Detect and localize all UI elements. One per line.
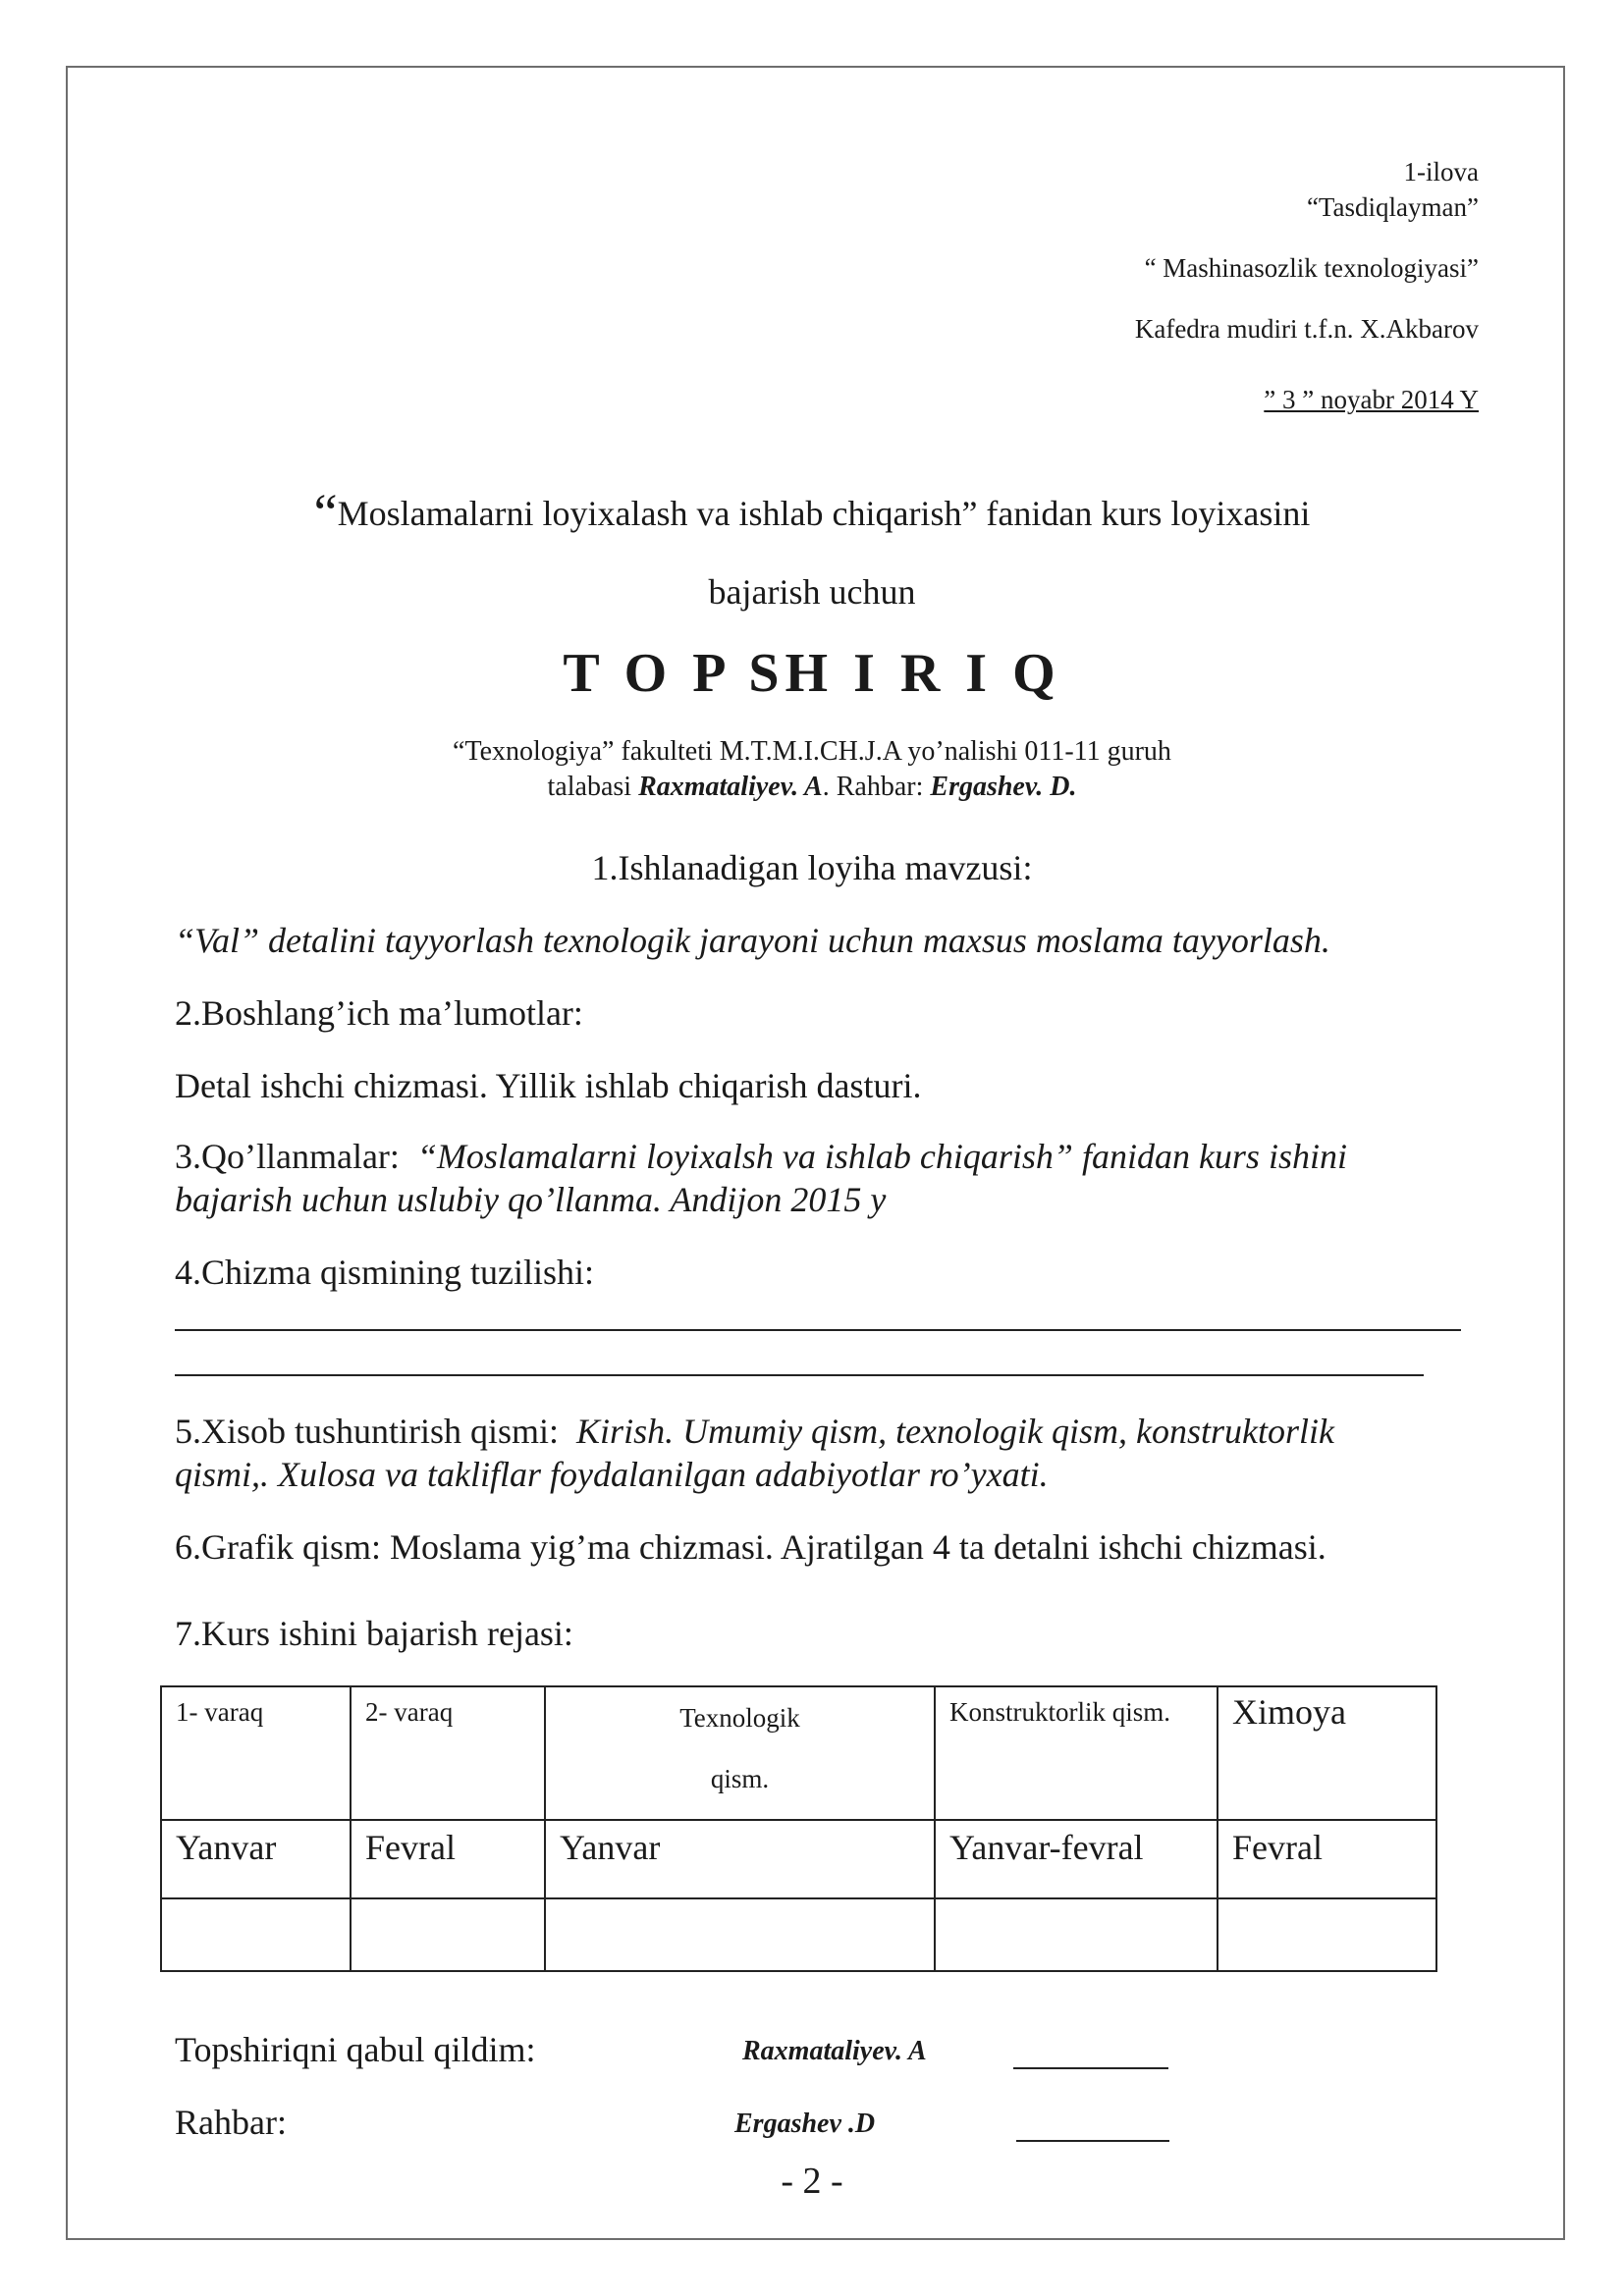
- document-title: T O P SH I R I Q: [563, 643, 1061, 704]
- table-cell: Yanvar: [161, 1820, 351, 1898]
- section-1-text: “Val” detalini tayyorlash texnologik jarayoni uchun maxsus moslama tayyorlash.: [175, 921, 1330, 960]
- department-head: Kafedra mudiri t.f.n. X.Akbarov: [1134, 314, 1479, 344]
- course-subtitle: bajarish uchun: [708, 572, 916, 612]
- section-7-title: 7.Kurs ishini bajarish rejasi:: [175, 1614, 573, 1653]
- section-2-title: 2.Boshlang’ich ma’lumotlar:: [175, 993, 583, 1033]
- student-label: talabasi: [547, 772, 639, 802]
- section-5-label: 5.Xisob tushuntirish qismi:: [175, 1412, 560, 1451]
- supervisor-label: . Rahbar:: [822, 772, 931, 802]
- table-cell: [1218, 1898, 1436, 1971]
- student-name: Raxmataliyev. A: [638, 772, 823, 802]
- course-title-text: Moslamalarni loyixalash va ishlab chiqarish” fanidan kurs loyixasini: [337, 494, 1311, 533]
- section-6: 6.Grafik qism: Moslama yig’ma chizmasi. Ajratilgan 4 ta detalni ishchi chizmasi.: [175, 1527, 1326, 1567]
- supervisor-sign-name: Ergashev .D: [734, 2109, 876, 2139]
- table-cell: [545, 1898, 935, 1971]
- section-5-text: Kirish. Umumiy qism, texnologik qism, konstruktorlik: [576, 1412, 1334, 1451]
- header-cell: Texnologik qism.: [545, 1686, 935, 1820]
- supervisor-name: Ergashev. D.: [930, 772, 1077, 802]
- header-cell: Konstruktorlik qism.: [935, 1686, 1218, 1820]
- section-5: [175, 1410, 1334, 1453]
- table-row: [161, 1898, 1436, 1971]
- schedule-table: [160, 1685, 1437, 1972]
- section-4-title: 4.Chizma qismining tuzilishi:: [175, 1253, 594, 1292]
- table-cell: [161, 1898, 351, 1971]
- table-cell: Fevral: [1218, 1820, 1436, 1898]
- header-cell: 1- varaq: [161, 1686, 351, 1820]
- table-cell: Fevral: [351, 1820, 545, 1898]
- section-1-title: 1.Ishlanadigan loyiha mavzusi:: [591, 848, 1033, 887]
- accept-name: Raxmataliyev. A: [742, 2036, 927, 2066]
- section-3-text: “Moslamalarni loyixalsh va ishlab chiqarish” fanidan kurs ishini: [416, 1137, 1347, 1176]
- header-cell: Ximoya: [1218, 1686, 1436, 1820]
- section-5-text-cont: qismi,. Xulosa va takliflar foydalanilgan adabiyotlar ro’yxati.: [175, 1455, 1049, 1494]
- table-cell: [351, 1898, 545, 1971]
- signature-blank: [1016, 2110, 1169, 2142]
- signature-blank: [1013, 2038, 1168, 2069]
- table-cell: Yanvar: [545, 1820, 935, 1898]
- department-name: “ Mashinasozlik texnologiyasi”: [1144, 253, 1479, 283]
- approval-date: ” 3 ” noyabr 2014 Y: [1264, 385, 1479, 414]
- student-line: [0, 770, 1624, 805]
- accept-label: Topshiriqni qabul qildim:: [175, 2030, 536, 2069]
- drawing-blank-line: [175, 1374, 1424, 1376]
- table-header-row: [161, 1686, 1436, 1820]
- section-3: [175, 1135, 1347, 1178]
- table-row: [161, 1820, 1436, 1898]
- page-number: - 2 -: [781, 2161, 843, 2202]
- drawing-blank-line: [175, 1329, 1461, 1331]
- table-cell: Yanvar-fevral: [935, 1820, 1218, 1898]
- supervisor-sign-label: Rahbar:: [175, 2103, 287, 2142]
- header-cell: 2- varaq: [351, 1686, 545, 1820]
- approval-stamp: “Tasdiqlayman”: [1306, 192, 1479, 222]
- opening-quote: “: [313, 483, 338, 542]
- section-2-text: Detal ishchi chizmasi. Yillik ishlab chiqarish dasturi.: [175, 1066, 922, 1105]
- faculty-line: “Texnologiya” fakulteti M.T.M.I.CH.J.A yo’nalishi 011-11 guruh: [453, 736, 1171, 767]
- appendix-label: 1-ilova: [1403, 157, 1479, 187]
- course-title: [0, 483, 1624, 542]
- table-cell: [935, 1898, 1218, 1971]
- section-3-text-cont: bajarish uchun uslubiy qo’llanma. Andijon 2015 y: [175, 1180, 887, 1219]
- section-3-label: 3.Qo’llanmalar:: [175, 1137, 400, 1176]
